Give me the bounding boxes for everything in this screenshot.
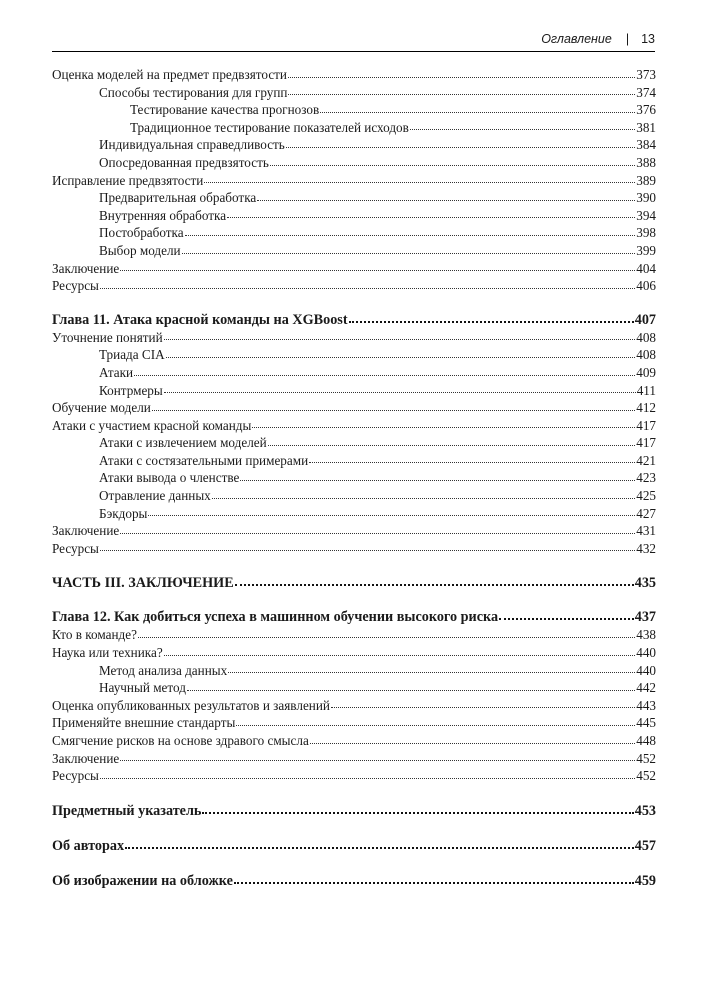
toc-entry-title: Предварительная обработка [99,190,257,206]
toc-dot-leader [100,549,635,551]
toc-entry-title: Метод анализа данных [99,662,228,678]
toc-entry[interactable] [52,399,656,417]
toc-dot-leader [268,444,636,446]
toc-dot-leader [187,689,635,691]
toc-entry[interactable] [52,540,656,558]
toc-entry-title: Традиционное тестирование показателей исходов [130,119,409,135]
toc-entry[interactable] [52,767,656,785]
toc-entry-page-number: 427 [636,505,656,521]
toc-dot-leader [120,759,635,761]
toc-entry[interactable] [52,101,656,119]
toc-entry-title: Оценка моделей на предмет предвзятости [52,67,287,82]
toc-dot-leader [288,93,635,95]
toc-dot-leader [236,724,635,726]
toc-entry[interactable] [52,364,656,382]
toc-entry-title: Ресурсы [52,540,99,556]
toc-dot-leader [134,374,635,376]
toc-entry-title: Об изображении на обложке [52,872,233,889]
toc-entry-title: Тестирование качества прогнозов [130,102,320,118]
toc-dot-leader [100,777,635,779]
toc-dot-leader [257,199,635,201]
running-header-page-number: 13 [641,32,655,46]
running-header-section: Оглавление [541,32,612,46]
toc-entry-page-number: 431 [636,523,656,539]
toc-entry-page-number: 412 [636,400,656,416]
toc-entry-page-number: 437 [634,609,656,626]
toc-entry-title: Атаки [99,364,134,380]
toc-entry-title: ЧАСТЬ III. ЗАКЛЮЧЕНИЕ [52,575,234,592]
toc-entry-page-number: 373 [636,67,656,82]
toc-entry[interactable] [52,136,656,154]
toc-dot-leader [148,514,635,516]
toc-dot-leader [125,846,634,849]
toc-entry-page-number: 432 [636,540,656,556]
toc-entry-page-number: 457 [634,837,656,854]
toc-entry[interactable] [52,662,656,680]
toc-entry-page-number: 417 [636,417,656,433]
toc-entry-title: Способы тестирования для групп [99,84,288,100]
toc-chapter-entry[interactable] [52,802,656,820]
toc-dot-leader [228,671,635,673]
toc-entry-page-number: 389 [636,172,656,188]
toc-entry-title: Кто в команде? [52,627,137,643]
toc-dot-leader [164,391,636,393]
toc-entry-title: Постобработка [99,225,184,241]
toc-entry-page-number: 411 [636,382,656,398]
toc-entry[interactable] [52,172,656,190]
running-header [52,30,655,52]
toc-entry-title: Заключение [52,523,120,539]
toc-entry-title: Ресурсы [52,768,99,784]
toc-dot-leader [240,479,635,481]
toc-chapter-entry[interactable] [52,872,656,890]
toc-entry-title: Атаки с состязательными примерами [99,452,309,468]
toc-entry-page-number: 399 [636,242,656,258]
toc-entry[interactable] [52,452,656,470]
toc-dot-leader [349,320,634,323]
toc-dot-leader [120,269,635,271]
toc-entry-page-number: 453 [634,802,656,819]
toc-dot-leader [138,636,635,638]
toc-entry-title: Атаки с извлечением моделей [99,435,267,451]
toc-entry-page-number: 409 [636,364,656,380]
toc-entry[interactable] [52,260,656,278]
toc-entry-title: Применяйте внешние стандарты [52,715,236,731]
toc-entry[interactable] [52,522,656,540]
toc-entry-title: Смягчение рисков на основе здравого смысла [52,733,309,748]
toc-entry[interactable] [52,382,656,400]
toc-entry-page-number: 376 [636,102,656,118]
toc-entry-page-number: 417 [636,435,656,451]
toc-entry-title: Бэкдоры [99,505,148,521]
toc-dot-leader [309,461,635,463]
toc-dot-leader [120,532,635,534]
toc-dot-leader [166,356,636,358]
toc-entry-page-number: 435 [634,575,656,592]
toc-entry-page-number: 425 [636,488,656,504]
toc-entry-page-number: 404 [636,260,656,276]
toc-dot-leader [185,234,636,236]
toc-dot-leader [310,742,635,744]
toc-entry[interactable] [52,714,656,732]
toc-entry-title: Исправление предвзятости [52,172,204,188]
toc-entry[interactable] [52,224,656,242]
toc-entry-page-number: 440 [636,662,656,678]
toc-dot-leader [270,164,635,166]
toc-dot-leader [100,287,635,289]
toc-entry-title: Заключение [52,260,120,276]
toc-entry-page-number: 448 [636,733,656,748]
toc-entry-page-number: 440 [636,645,656,661]
toc-entry-page-number: 381 [636,119,656,135]
toc-spacer [52,785,656,802]
toc-spacer [52,820,656,837]
toc-entry[interactable] [52,487,656,505]
toc-entry-page-number: 452 [636,768,656,784]
toc-entry[interactable] [52,750,656,768]
toc-entry-title: Внутренняя обработка [99,207,227,223]
toc-entry-page-number: 407 [634,311,656,328]
toc-dot-leader [164,654,636,656]
toc-entry-title: Наука или техника? [52,645,163,661]
toc-dot-leader [202,811,633,814]
toc-entry-title: Глава 11. Атака красной команды на XGBoost [52,311,348,328]
toc-entry[interactable] [52,119,656,137]
toc-entry-title: Выбор модели [99,242,181,258]
toc-entry-page-number: 384 [636,137,656,153]
toc-entry[interactable] [52,434,656,452]
toc-dot-leader [286,146,635,148]
toc-chapter-entry[interactable] [52,574,656,592]
toc-entry-page-number: 374 [636,84,656,100]
toc-entry-page-number: 388 [636,154,656,170]
toc-spacer [52,592,656,608]
toc-entry-page-number: 408 [636,347,656,363]
toc-entry[interactable] [52,679,656,697]
toc-dot-leader [234,881,634,884]
toc-entry-page-number: 421 [636,452,656,468]
toc-dot-leader [499,617,634,620]
toc-entry[interactable] [52,626,656,644]
table-of-contents [52,66,656,890]
toc-entry-title: Контрмеры [99,382,163,398]
toc-entry-title: Атаки вывода о членстве [99,470,240,486]
toc-entry-page-number: 452 [636,750,656,766]
toc-entry-title: Опосредованная предвзятость [99,154,269,170]
toc-dot-leader [227,216,635,218]
toc-entry-title: Предметный указатель [52,802,202,819]
toc-dot-leader [252,426,635,428]
toc-entry-page-number: 438 [636,627,656,643]
toc-dot-leader [320,111,635,113]
toc-entry[interactable] [52,329,656,347]
toc-entry-page-number: 406 [636,278,656,294]
toc-entry-title: Индивидуальная справедливость [99,137,285,153]
toc-dot-leader [204,181,635,183]
toc-entry-page-number: 459 [634,872,656,889]
toc-entry-page-number: 408 [636,329,656,345]
toc-entry[interactable] [52,207,656,225]
toc-entry[interactable] [52,66,656,84]
toc-entry-title: Научный метод [99,680,186,696]
toc-dot-leader [288,76,635,78]
toc-entry-title: Ресурсы [52,278,99,294]
toc-dot-leader [182,252,636,254]
toc-entry-title: Заключение [52,750,120,766]
toc-entry[interactable] [52,644,656,662]
toc-entry[interactable] [52,732,656,750]
toc-dot-leader [331,706,635,708]
toc-spacer [52,557,656,574]
toc-entry-page-number: 423 [636,470,656,486]
toc-entry-title: Атаки с участием красной команды [52,417,252,433]
toc-entry-title: Глава 12. Как добиться успеха в машинном обучении высокого риска [52,609,499,626]
toc-entry-title: Оценка опубликованных результатов и заявлений [52,697,330,713]
toc-entry[interactable] [52,469,656,487]
toc-entry-title: Об авторах [52,837,125,854]
toc-entry-page-number: 443 [636,697,656,713]
toc-entry-title: Триада CIA [99,347,165,363]
toc-chapter-entry[interactable] [52,608,656,626]
toc-chapter-entry[interactable] [52,837,656,855]
toc-entry[interactable] [52,346,656,364]
toc-spacer [52,855,656,872]
toc-entry-title: Обучение модели [52,400,151,416]
toc-entry-page-number: 398 [636,225,656,241]
running-header-separator: | [625,32,630,46]
toc-entry-page-number: 442 [636,680,656,696]
toc-entry-page-number: 390 [636,190,656,206]
toc-entry[interactable] [52,84,656,102]
toc-entry-title: Уточнение понятий [52,329,163,345]
toc-spacer [52,295,656,311]
toc-entry[interactable] [52,242,656,260]
toc-dot-leader [164,338,636,340]
toc-entry[interactable] [52,505,656,523]
toc-entry[interactable] [52,189,656,207]
toc-entry[interactable] [52,277,656,295]
toc-dot-leader [152,409,635,411]
toc-entry-title: Отравление данных [99,488,211,504]
toc-dot-leader [212,497,635,499]
toc-entry-page-number: 445 [636,715,656,731]
toc-dot-leader [235,583,634,586]
toc-dot-leader [410,128,635,130]
toc-chapter-entry[interactable] [52,311,656,329]
toc-entry[interactable] [52,697,656,715]
toc-entry[interactable] [52,417,656,435]
toc-entry-page-number: 394 [636,207,656,223]
toc-entry[interactable] [52,154,656,172]
